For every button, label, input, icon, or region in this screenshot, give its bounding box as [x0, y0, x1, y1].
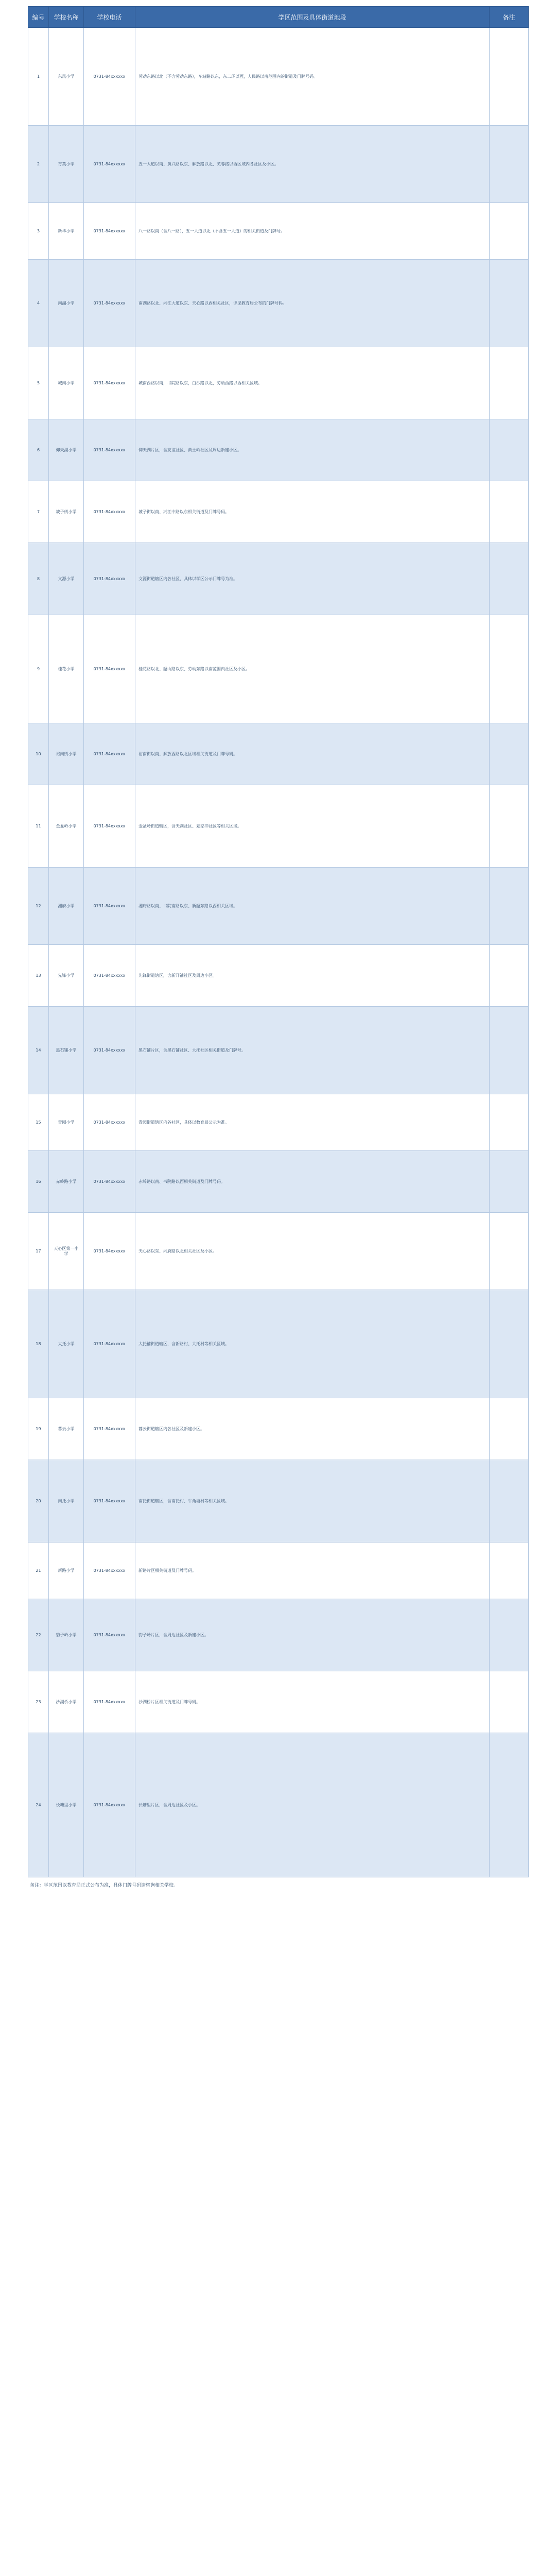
row-no: 18 — [28, 1290, 49, 1398]
row-note — [490, 260, 529, 347]
row-school: 先锋小学 — [49, 945, 84, 1007]
table-body — [28, 28, 529, 1877]
row-detail: 裕南街以南、解放西路以北区域相关街道及门牌号码。 — [135, 723, 490, 785]
row-detail: 沙湖桥片区相关街道及门牌号码。 — [135, 1671, 490, 1733]
row-detail: 五一大道以南、黄兴路以东、解放路以北、芙蓉路以西区域内各社区及小区。 — [135, 126, 490, 203]
row-no: 20 — [28, 1460, 49, 1543]
footnote: 备注：学区范围以教育局正式公布为准，具体门牌号码请咨询相关学校。 — [30, 1883, 179, 1888]
table-row — [28, 260, 529, 347]
row-no: 17 — [28, 1213, 49, 1290]
row-detail: 坡子街以南、湘江中路以东相关街道及门牌号码。 — [135, 481, 490, 543]
table-row — [28, 1599, 529, 1671]
row-detail: 南托街道辖区，含南托村、牛角塘村等相关区域。 — [135, 1460, 490, 1543]
row-detail: 大托铺街道辖区，含新路村、大托村等相关区域。 — [135, 1290, 490, 1398]
school-district-table — [28, 6, 529, 1877]
row-phone: 0731-84xxxxxx — [84, 543, 135, 615]
header-detail: 学区范围及具体街道地段 — [135, 7, 490, 28]
row-no: 8 — [28, 543, 49, 615]
row-no: 23 — [28, 1671, 49, 1733]
row-phone: 0731-84xxxxxx — [84, 1599, 135, 1671]
row-school: 裕南街小学 — [49, 723, 84, 785]
row-school: 青园小学 — [49, 1094, 84, 1151]
row-phone: 0731-84xxxxxx — [84, 1213, 135, 1290]
row-school: 天心区第一小学 — [49, 1213, 84, 1290]
table-row — [28, 543, 529, 615]
row-no: 10 — [28, 723, 49, 785]
row-school: 文源小学 — [49, 543, 84, 615]
row-phone: 0731-84xxxxxx — [84, 1460, 135, 1543]
table-row — [28, 1151, 529, 1213]
row-note — [490, 1007, 529, 1094]
row-phone: 0731-84xxxxxx — [84, 1290, 135, 1398]
row-detail: 天心路以东、湘府路以北相关社区及小区。 — [135, 1213, 490, 1290]
row-note — [490, 203, 529, 260]
table-row — [28, 615, 529, 723]
table-row — [28, 785, 529, 868]
row-school: 长塘里小学 — [49, 1733, 84, 1877]
row-no: 19 — [28, 1398, 49, 1460]
row-note — [490, 543, 529, 615]
table-row — [28, 1213, 529, 1290]
row-phone: 0731-84xxxxxx — [84, 203, 135, 260]
row-school: 新华小学 — [49, 203, 84, 260]
row-phone: 0731-84xxxxxx — [84, 126, 135, 203]
row-detail: 新路片区相关街道及门牌号码。 — [135, 1543, 490, 1599]
header-no: 编号 — [28, 7, 49, 28]
table-row — [28, 1460, 529, 1543]
row-no: 21 — [28, 1543, 49, 1599]
table-row — [28, 419, 529, 481]
row-note — [490, 1290, 529, 1398]
row-phone: 0731-84xxxxxx — [84, 260, 135, 347]
table-row — [28, 1733, 529, 1877]
row-note — [490, 1671, 529, 1733]
table-row — [28, 481, 529, 543]
row-school: 坡子街小学 — [49, 481, 84, 543]
row-note — [490, 481, 529, 543]
row-phone: 0731-84xxxxxx — [84, 1543, 135, 1599]
row-phone: 0731-84xxxxxx — [84, 1671, 135, 1733]
row-school: 湘府小学 — [49, 868, 84, 945]
row-note — [490, 1460, 529, 1543]
row-detail: 文源街道辖区内各社区，具体以学区公示门牌号为准。 — [135, 543, 490, 615]
row-phone: 0731-84xxxxxx — [84, 1733, 135, 1877]
row-detail: 长塘里片区，含周边社区及小区。 — [135, 1733, 490, 1877]
row-phone: 0731-84xxxxxx — [84, 1007, 135, 1094]
row-detail: 先锋街道辖区，含新开铺社区及周边小区。 — [135, 945, 490, 1007]
table-row — [28, 1398, 529, 1460]
row-note — [490, 126, 529, 203]
row-detail: 金盆岭街道辖区，含天剑社区、夏家冲社区等相关区域。 — [135, 785, 490, 868]
table-row — [28, 1094, 529, 1151]
row-phone: 0731-84xxxxxx — [84, 28, 135, 126]
row-phone: 0731-84xxxxxx — [84, 1151, 135, 1213]
row-no: 2 — [28, 126, 49, 203]
row-detail: 青园街道辖区内各社区，具体以教育局公示为准。 — [135, 1094, 490, 1151]
row-detail: 赤岭路以南、书院路以西相关街道及门牌号码。 — [135, 1151, 490, 1213]
row-detail: 劳动东路以北（不含劳动东路），车站路以东，东二环以西，人民路以南范围内的街道及门牌号码。 — [135, 28, 490, 126]
table-row — [28, 945, 529, 1007]
row-school: 育英小学 — [49, 126, 84, 203]
row-note — [490, 615, 529, 723]
row-no: 5 — [28, 347, 49, 419]
row-phone: 0731-84xxxxxx — [84, 1094, 135, 1151]
row-phone: 0731-84xxxxxx — [84, 481, 135, 543]
row-no: 7 — [28, 481, 49, 543]
table-header-row — [28, 7, 529, 28]
table-row — [28, 1671, 529, 1733]
row-school: 大托小学 — [49, 1290, 84, 1398]
row-no: 11 — [28, 785, 49, 868]
row-school: 豹子岭小学 — [49, 1599, 84, 1671]
table-row — [28, 28, 529, 126]
row-no: 1 — [28, 28, 49, 126]
row-note — [490, 1543, 529, 1599]
row-phone: 0731-84xxxxxx — [84, 419, 135, 481]
row-school: 桂花小学 — [49, 615, 84, 723]
header-school: 学校名称 — [49, 7, 84, 28]
row-school: 东风小学 — [49, 28, 84, 126]
table-row — [28, 1290, 529, 1398]
row-no: 16 — [28, 1151, 49, 1213]
row-school: 金盆岭小学 — [49, 785, 84, 868]
row-phone: 0731-84xxxxxx — [84, 1398, 135, 1460]
row-no: 4 — [28, 260, 49, 347]
row-detail: 暮云街道辖区内各社区及新建小区。 — [135, 1398, 490, 1460]
row-phone: 0731-84xxxxxx — [84, 785, 135, 868]
row-phone: 0731-84xxxxxx — [84, 723, 135, 785]
table-row — [28, 203, 529, 260]
row-phone: 0731-84xxxxxx — [84, 347, 135, 419]
row-note — [490, 785, 529, 868]
row-note — [490, 1398, 529, 1460]
row-detail: 八一路以南（含八一路），五一大道以北（不含五一大道）的相关街道及门牌号。 — [135, 203, 490, 260]
row-note — [490, 1733, 529, 1877]
row-school: 沙湖桥小学 — [49, 1671, 84, 1733]
row-no: 3 — [28, 203, 49, 260]
row-school: 南湖小学 — [49, 260, 84, 347]
row-detail: 桂花路以北、韶山路以东、劳动东路以南范围内社区及小区。 — [135, 615, 490, 723]
row-detail: 仰天湖片区，含友谊社区、黄土岭社区及周边新建小区。 — [135, 419, 490, 481]
row-note — [490, 1599, 529, 1671]
table-row — [28, 868, 529, 945]
table-row — [28, 723, 529, 785]
table-row — [28, 1543, 529, 1599]
row-note — [490, 347, 529, 419]
table-row — [28, 347, 529, 419]
table-row — [28, 1007, 529, 1094]
row-no: 13 — [28, 945, 49, 1007]
row-note — [490, 1151, 529, 1213]
row-note — [490, 945, 529, 1007]
header-phone: 学校电话 — [84, 7, 135, 28]
row-school: 暮云小学 — [49, 1398, 84, 1460]
row-no: 15 — [28, 1094, 49, 1151]
row-note — [490, 1094, 529, 1151]
row-detail: 豹子岭片区，含周边社区及新建小区。 — [135, 1599, 490, 1671]
row-phone: 0731-84xxxxxx — [84, 615, 135, 723]
row-no: 22 — [28, 1599, 49, 1671]
row-phone: 0731-84xxxxxx — [84, 868, 135, 945]
row-phone: 0731-84xxxxxx — [84, 945, 135, 1007]
row-note — [490, 1213, 529, 1290]
row-no: 12 — [28, 868, 49, 945]
row-detail: 城南西路以南，书院路以东，白沙路以北，劳动西路以西相关区域。 — [135, 347, 490, 419]
row-note — [490, 868, 529, 945]
row-school: 城南小学 — [49, 347, 84, 419]
row-no: 24 — [28, 1733, 49, 1877]
row-note — [490, 419, 529, 481]
row-school: 黑石铺小学 — [49, 1007, 84, 1094]
school-district-sheet — [28, 6, 528, 1889]
row-school: 仰天湖小学 — [49, 419, 84, 481]
row-note — [490, 28, 529, 126]
row-school: 赤岭路小学 — [49, 1151, 84, 1213]
row-detail: 黑石铺片区，含黑石铺社区、大托社区相关街道及门牌号。 — [135, 1007, 490, 1094]
row-detail: 湘府路以南、书院南路以东、新韶东路以西相关区域。 — [135, 868, 490, 945]
header-note: 备注 — [490, 7, 529, 28]
table-row — [28, 126, 529, 203]
row-no: 14 — [28, 1007, 49, 1094]
row-no: 9 — [28, 615, 49, 723]
row-detail: 南湖路以北、湘江大道以东、天心路以西相关社区，详见教育局公布的门牌号码。 — [135, 260, 490, 347]
row-school: 新路小学 — [49, 1543, 84, 1599]
row-school: 南托小学 — [49, 1460, 84, 1543]
row-no: 6 — [28, 419, 49, 481]
row-note — [490, 723, 529, 785]
